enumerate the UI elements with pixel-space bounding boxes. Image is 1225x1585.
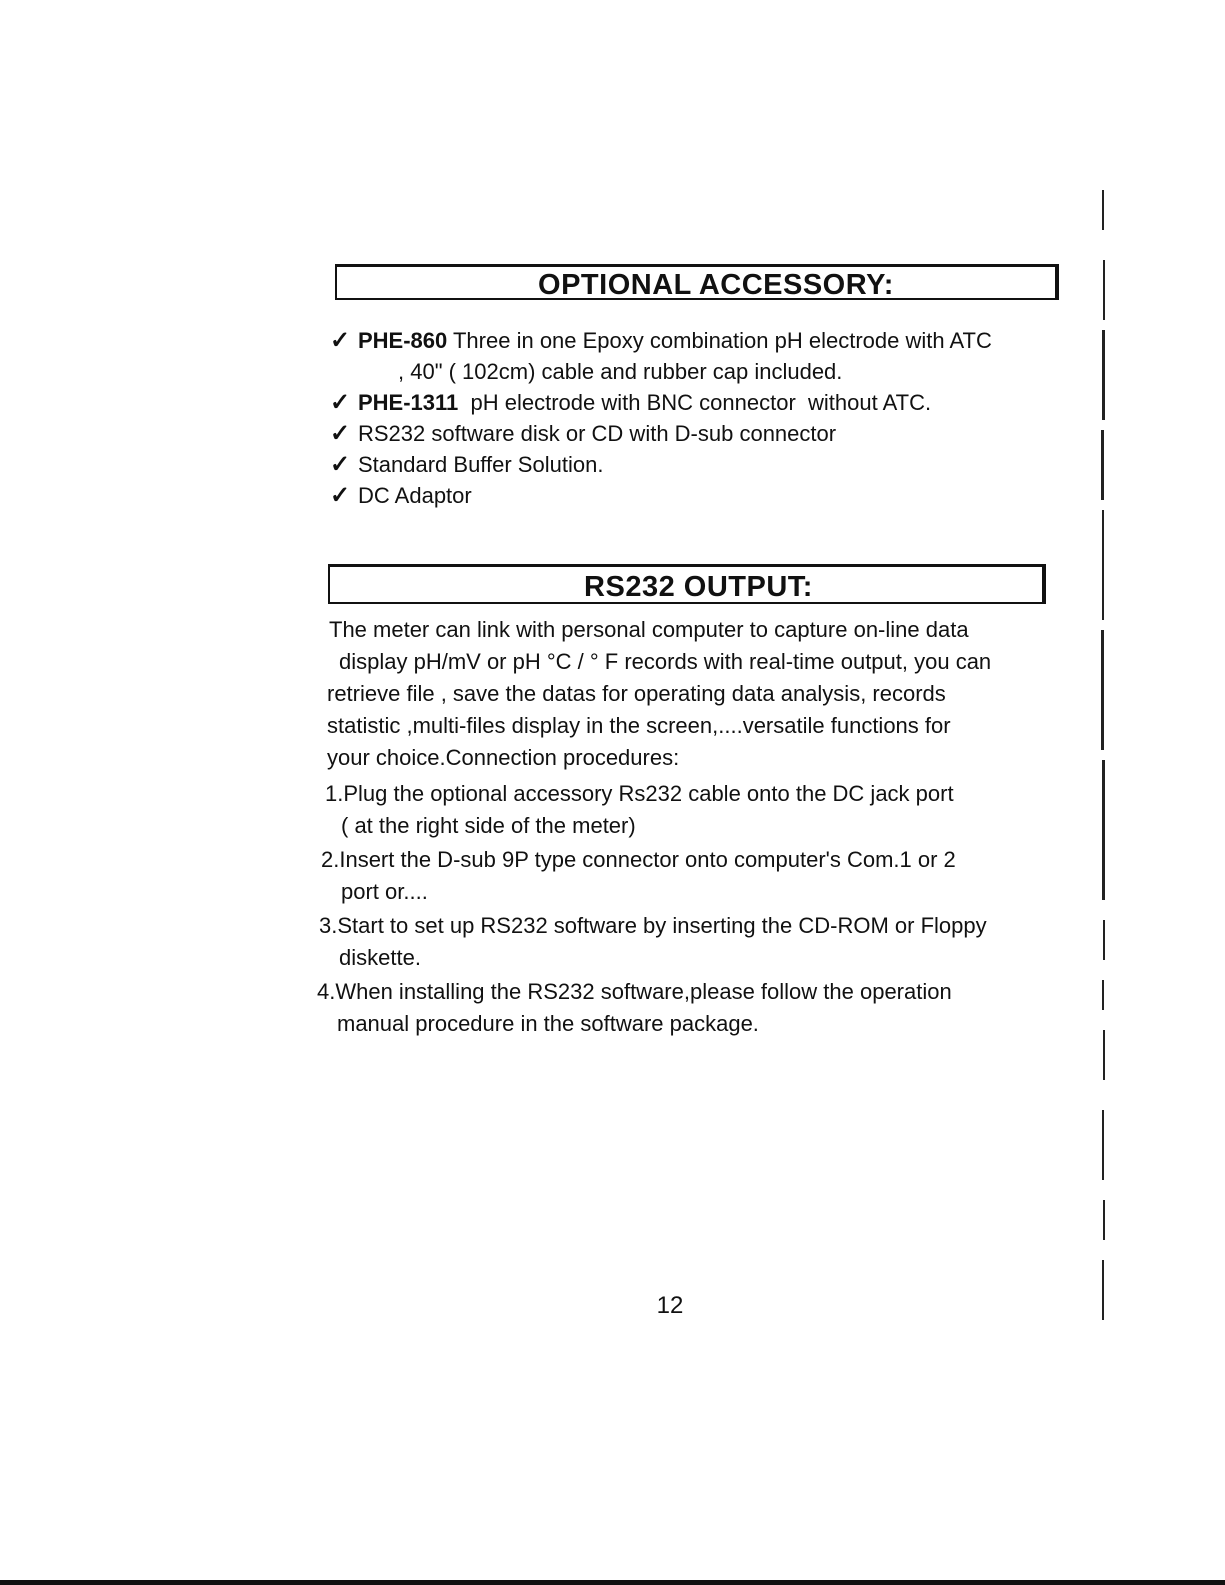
checkmark-icon: ✓ [330, 451, 351, 478]
checkmark-icon: ✓ [330, 482, 351, 509]
checkmark-icon: ✓ [330, 420, 351, 447]
connection-step [315, 976, 1075, 1040]
accessory-item [330, 387, 1090, 418]
intro-line: statistic ,multi-files display in the screen,....versatile functions for [327, 713, 951, 738]
scan-edge-artifact [1096, 180, 1110, 1360]
connection-step [315, 844, 1075, 908]
step-line-continued: port or.... [341, 879, 428, 904]
optional-accessory-title: OPTIONAL ACCESSORY: [538, 269, 894, 301]
accessory-list [330, 325, 1090, 511]
accessory-description: DC Adaptor [358, 483, 472, 508]
step-line: 3.Start to set up RS232 software by inserting the CD-ROM or Floppy [319, 913, 987, 938]
step-line: 4.When installing the RS232 software,please follow the operation [317, 979, 952, 1004]
intro-line: display pH/mV or pH °C / ° F records with real-time output, you can [339, 649, 992, 674]
step-line-continued: diskette. [339, 945, 421, 970]
step-line-continued: ( at the right side of the meter) [341, 813, 636, 838]
rs232-intro-paragraph [315, 614, 1075, 774]
intro-line: your choice.Connection procedures: [327, 745, 680, 770]
connection-step [315, 778, 1075, 842]
accessory-description: Standard Buffer Solution. [358, 452, 604, 477]
accessory-description: pH electrode with BNC connector without ATC. [458, 390, 932, 415]
accessory-model: PHE-860 [358, 328, 448, 353]
optional-accessory-header [335, 264, 1059, 300]
step-line: 1.Plug the optional accessory Rs232 cable onto the DC jack port [325, 781, 954, 806]
accessory-description: RS232 software disk or CD with D-sub connector [358, 421, 837, 446]
accessory-description: Three in one Epoxy combination pH electrode with ATC [447, 328, 992, 353]
connection-steps [315, 778, 1075, 1040]
scan-bottom-edge [0, 1580, 1225, 1585]
intro-line: retrieve file , save the datas for operating data analysis, records [327, 681, 946, 706]
checkmark-icon: ✓ [330, 389, 351, 416]
connection-step [315, 910, 1075, 974]
step-line-continued: manual procedure in the software package. [337, 1011, 759, 1036]
accessory-model: PHE-1311 [358, 390, 459, 415]
accessory-description-continued: , 40" ( 102cm) cable and rubber cap included. [398, 359, 843, 384]
rs232-section-body [315, 614, 1075, 1042]
accessory-item [330, 418, 1090, 449]
rs232-output-header [328, 564, 1046, 604]
rs232-output-title: RS232 OUTPUT: [584, 571, 813, 603]
checkmark-icon: ✓ [330, 327, 351, 354]
accessory-item [330, 480, 1090, 511]
intro-line: The meter can link with personal computer to capture on-line data [329, 617, 969, 642]
page-number: 12 [656, 1292, 684, 1319]
accessory-item [330, 449, 1090, 480]
accessory-item [330, 325, 1090, 387]
step-line: 2.Insert the D-sub 9P type connector onto computer's Com.1 or 2 [321, 847, 956, 872]
